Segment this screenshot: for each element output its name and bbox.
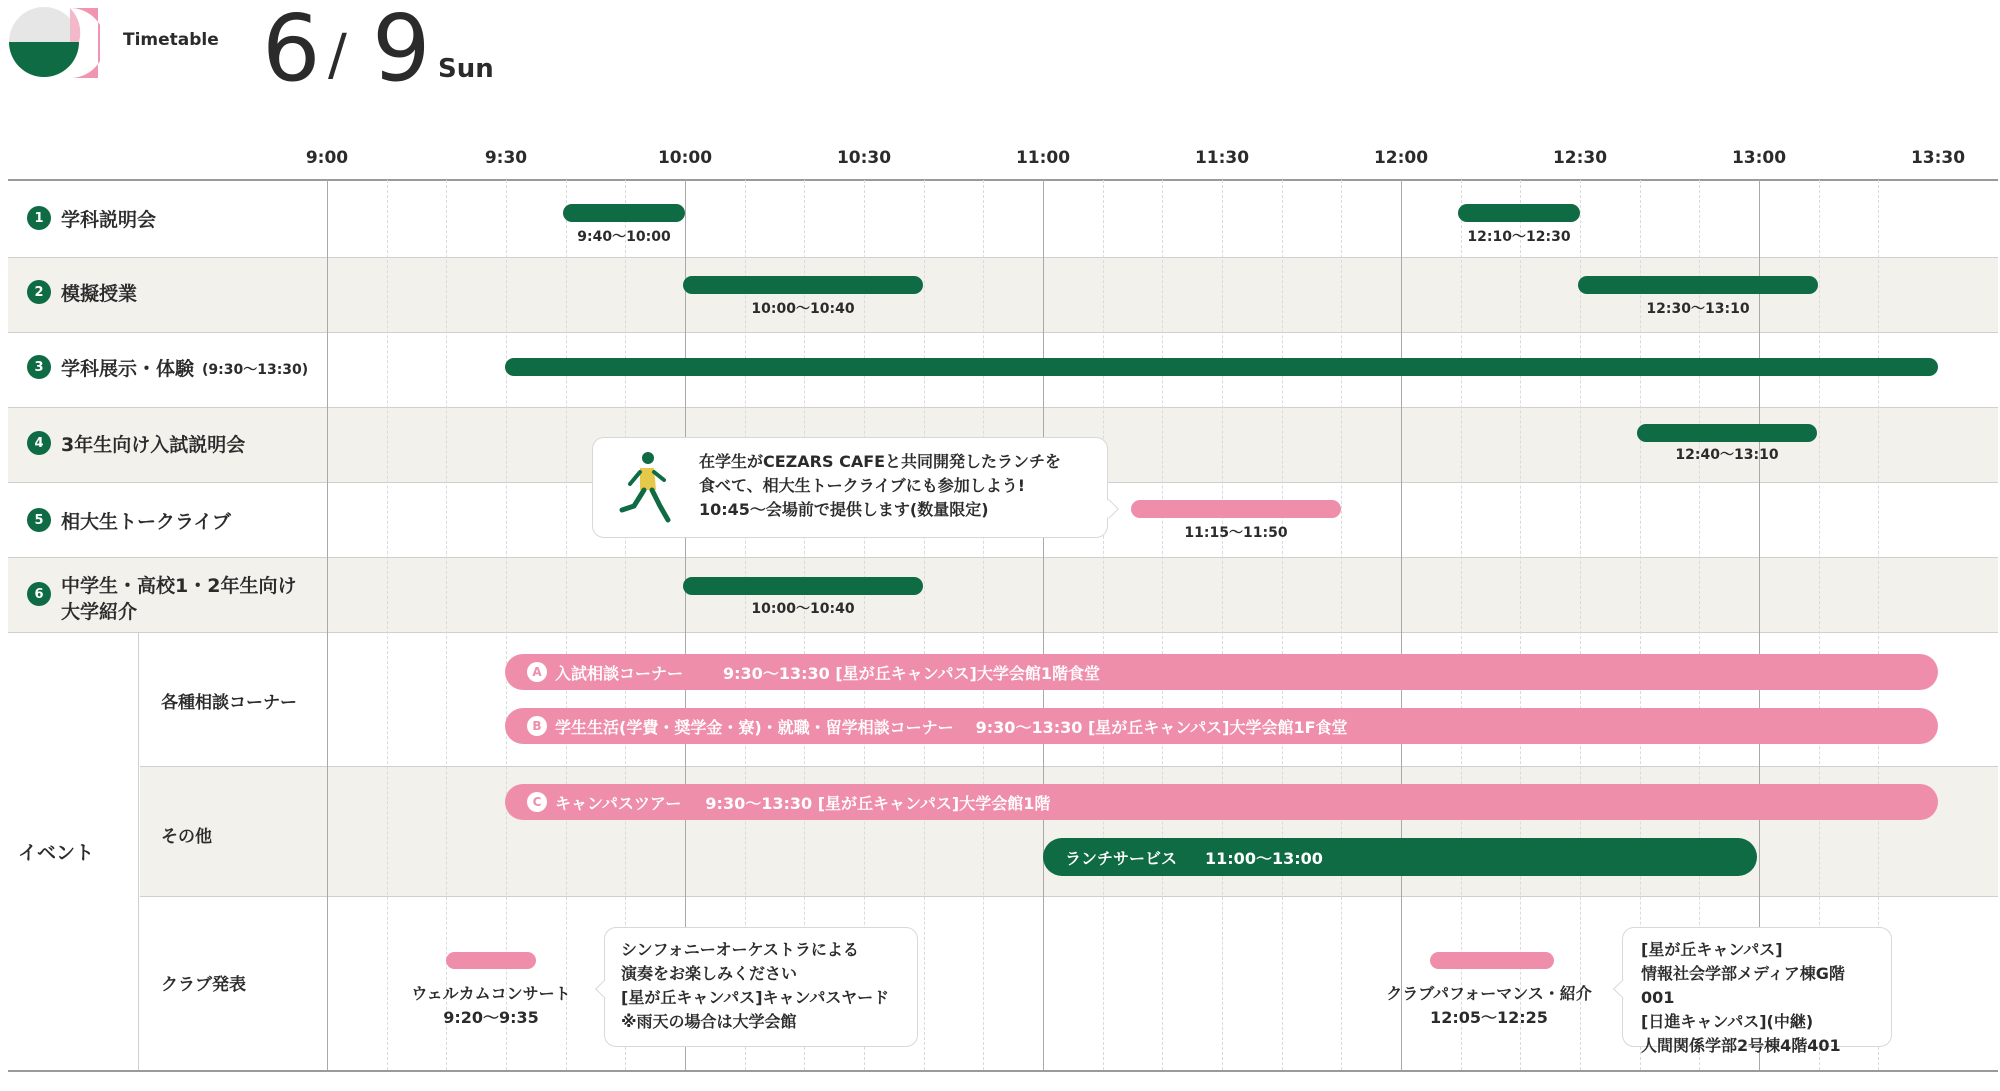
- date-weekday: Sun: [438, 54, 494, 84]
- campus-tour-detail: 9:30〜13:30 [星が丘キャンパス]大学会館1階: [705, 793, 1051, 813]
- callout-line: [日進キャンパス](中継): [1641, 1012, 1814, 1031]
- callout-line: 演奏をお楽しみください: [621, 964, 798, 983]
- exhibition-bar[interactable]: [505, 358, 1938, 376]
- time-label: 10:30: [836, 148, 892, 168]
- session-time: 9:40〜10:00: [577, 229, 671, 245]
- lunch-service-bar[interactable]: [1043, 838, 1757, 876]
- timetable-label: Timetable: [123, 30, 219, 50]
- grid-dash: [1461, 180, 1462, 1070]
- session-time: 10:00〜10:40: [751, 301, 855, 317]
- hour-line: [327, 180, 328, 1070]
- welcome-concert-label: [411, 982, 570, 1030]
- session-time: 12:10〜12:30: [1467, 229, 1571, 245]
- grid-dash: [983, 180, 984, 1070]
- session-time: 11:15〜11:50: [1184, 525, 1288, 541]
- callout-line: 在学生がCEZARS CAFEと共同開発したランチを: [699, 452, 1062, 471]
- session-bar[interactable]: [1578, 276, 1818, 294]
- grid-dash: [924, 180, 925, 1070]
- row-number-badge: 6: [27, 582, 51, 606]
- date-day: 9: [372, 0, 431, 102]
- time-label: 13:30: [1910, 148, 1966, 168]
- callout-line: [星が丘キャンパス]: [1641, 940, 1783, 959]
- row-label-exhibition: 学科展示・体験: [61, 358, 195, 380]
- row-divider: [140, 896, 1998, 897]
- grid-dash: [1341, 180, 1342, 1070]
- callout-line: ※雨天の場合は大学会館: [621, 1012, 797, 1031]
- grid-dash: [1162, 180, 1163, 1070]
- session-bar[interactable]: [683, 276, 923, 294]
- campus-tour-bar[interactable]: [505, 784, 1938, 820]
- callout-line: 人間関係学部2号棟4階401: [1641, 1036, 1841, 1055]
- exam-consult-name: 入試相談コーナー: [555, 663, 684, 683]
- hour-line: [1043, 180, 1044, 1070]
- club-performance-bar[interactable]: [1430, 952, 1554, 969]
- event-group-other: その他: [161, 827, 212, 847]
- callout-line: [星が丘キャンパス]キャンパスヤード: [621, 988, 890, 1007]
- event-group-club: クラブ発表: [161, 975, 246, 995]
- time-label: 9:00: [305, 148, 349, 168]
- session-bar[interactable]: [1637, 424, 1817, 442]
- welcome-concert-name: ウェルカムコンサート: [411, 984, 571, 1003]
- talk-live-bar[interactable]: [1131, 500, 1341, 518]
- welcome-concert-bar[interactable]: [446, 952, 536, 969]
- row-label-university-intro-2: 大学紹介: [61, 601, 138, 623]
- club-performance-time: 12:05〜12:25: [1430, 1008, 1548, 1027]
- event-divider: [138, 632, 139, 1070]
- hour-line: [1401, 180, 1402, 1070]
- grid-dash: [506, 180, 507, 1070]
- exam-consult-detail: 9:30〜13:30 [星が丘キャンパス]大学会館1階食堂: [723, 663, 1100, 683]
- badge-b: B: [527, 716, 547, 736]
- row-note-exhibition: (9:30〜13:30): [202, 362, 309, 378]
- student-life-consult-bar[interactable]: [505, 708, 1938, 744]
- callout-line: 情報社会学部メディア棟G階001: [1641, 964, 1845, 1007]
- club-performance-callout: [1622, 927, 1892, 1055]
- session-time: 10:00〜10:40: [751, 601, 855, 617]
- welcome-concert-callout: [604, 927, 918, 1047]
- time-label: 12:30: [1552, 148, 1608, 168]
- session-time: 12:40〜13:10: [1675, 447, 1779, 463]
- badge-a: A: [527, 662, 547, 682]
- session-time: 12:30〜13:10: [1646, 301, 1750, 317]
- grid-dash: [566, 180, 567, 1070]
- exam-consult-bar[interactable]: [505, 654, 1938, 690]
- grid-dash: [446, 180, 447, 1070]
- row-number-badge: 3: [27, 355, 51, 379]
- grid-dash: [1103, 180, 1104, 1070]
- welcome-concert-time: 9:20〜9:35: [443, 1008, 539, 1027]
- campus-tour-name: キャンパスツアー: [555, 793, 682, 813]
- row-divider: [140, 766, 1998, 767]
- bottom-rule: [8, 1070, 1998, 1072]
- student-life-consult-name: 学生生活(学費・奨学金・寮)・就職・留学相談コーナー: [555, 717, 954, 737]
- session-bar[interactable]: [563, 204, 685, 222]
- grid-dash: [1580, 180, 1581, 1070]
- callout-line: 10:45〜会場前で提供します(数量限定): [699, 500, 989, 519]
- grid-dash: [1222, 180, 1223, 1070]
- grid-dash: [1282, 180, 1283, 1070]
- running-person-icon: [614, 450, 678, 526]
- time-label: 9:30: [484, 148, 528, 168]
- row-label-talk-live: 相大生トークライブ: [61, 511, 231, 533]
- callout-line: 食べて、相大生トークライブにも参加しよう!: [699, 476, 1026, 495]
- row-label-exam-briefing: 3年生向け入試説明会: [61, 434, 246, 456]
- timetable-logo-icon: [8, 6, 100, 80]
- session-bar[interactable]: [683, 577, 923, 595]
- club-performance-name: クラブパフォーマンス・紹介: [1386, 984, 1592, 1003]
- time-label: 13:00: [1731, 148, 1787, 168]
- date-slash: /: [328, 23, 347, 88]
- event-section-title: イベント: [18, 842, 95, 864]
- row-number-badge: 2: [27, 280, 51, 304]
- grid-dash: [387, 180, 388, 1070]
- time-label: 10:00: [657, 148, 713, 168]
- lunch-service-detail: 11:00〜13:00: [1205, 848, 1323, 868]
- date-month: 6: [262, 0, 321, 102]
- row-number-badge: 5: [27, 508, 51, 532]
- session-bar[interactable]: [1458, 204, 1580, 222]
- grid-dash: [1520, 180, 1521, 1070]
- row-label-department-briefing: 学科説明会: [61, 209, 157, 231]
- row-label-mock-lecture: 模擬授業: [61, 283, 138, 305]
- row-number-badge: 4: [27, 431, 51, 455]
- lunch-service-name: ランチサービス: [1065, 848, 1178, 868]
- row-label-university-intro: 中学生・高校1・2年生向け: [61, 575, 297, 597]
- event-group-consult: 各種相談コーナー: [161, 693, 297, 713]
- time-label: 12:00: [1373, 148, 1429, 168]
- time-label: 11:30: [1194, 148, 1250, 168]
- student-life-consult-detail: 9:30〜13:30 [星が丘キャンパス]大学会館1F食堂: [975, 717, 1348, 737]
- badge-c: C: [527, 792, 547, 812]
- club-performance-label: [1386, 982, 1591, 1030]
- time-label: 11:00: [1015, 148, 1071, 168]
- callout-line: シンフォニーオーケストラによる: [621, 940, 859, 959]
- row-number-badge: 1: [27, 206, 51, 230]
